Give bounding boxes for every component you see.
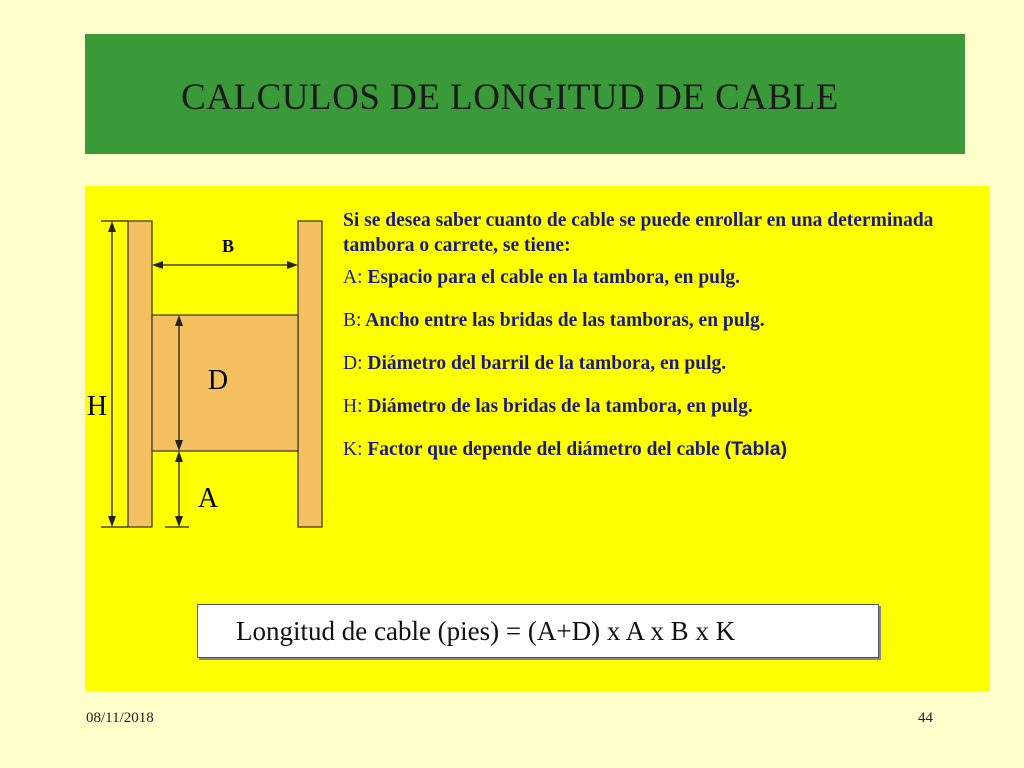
definition-letter: D:: [343, 353, 363, 374]
b-dimension: [152, 261, 298, 269]
description-block: [343, 208, 988, 462]
definition-letter: K:: [343, 439, 363, 460]
definition-h: [343, 394, 988, 419]
definition-k: [343, 437, 988, 462]
label-b: B: [221, 236, 235, 256]
definition-a: [343, 265, 988, 290]
definition-letter: H:: [343, 396, 363, 417]
definition-d: [343, 351, 988, 376]
definition-text: Factor que depende del diámetro del cable: [362, 439, 725, 460]
label-a: A: [197, 483, 219, 514]
title-bar: [85, 34, 965, 154]
label-d: D: [207, 365, 229, 396]
cable-reel-diagram: [85, 186, 335, 546]
h-dimension: [101, 221, 128, 527]
definition-text: Espacio para el cable en la tambora, en pulg.: [362, 267, 741, 288]
label-h: H: [86, 391, 108, 422]
definition-letter: B:: [343, 310, 362, 331]
slide-title: CALCULOS DE LONGITUD DE CABLE: [181, 76, 839, 118]
definition-letter: A:: [343, 267, 363, 288]
left-flange: [128, 221, 152, 527]
formula-text: Longitud de cable (pies) = (A+D) x A x B x K: [236, 615, 736, 646]
a-dimension: [165, 451, 189, 527]
right-flange: [298, 221, 322, 527]
tabla-link[interactable]: (Tabla): [724, 438, 788, 460]
formula-box: [197, 604, 879, 658]
definition-text: Ancho entre las bridas de las tamboras, en pulg.: [361, 310, 765, 331]
definition-text: Diámetro de las bridas de la tambora, en pulg.: [362, 396, 753, 417]
definition-text: Diámetro del barril de la tambora, en pulg.: [362, 353, 727, 374]
content-panel: [85, 186, 990, 691]
page-number: 44: [918, 710, 933, 726]
description-intro: Si se desea saber cuanto de cable se puede enrollar en una determinada tambora o carrete, se tiene:: [343, 210, 934, 256]
footer-date: 08/11/2018: [86, 710, 154, 726]
definition-b: [343, 308, 988, 333]
